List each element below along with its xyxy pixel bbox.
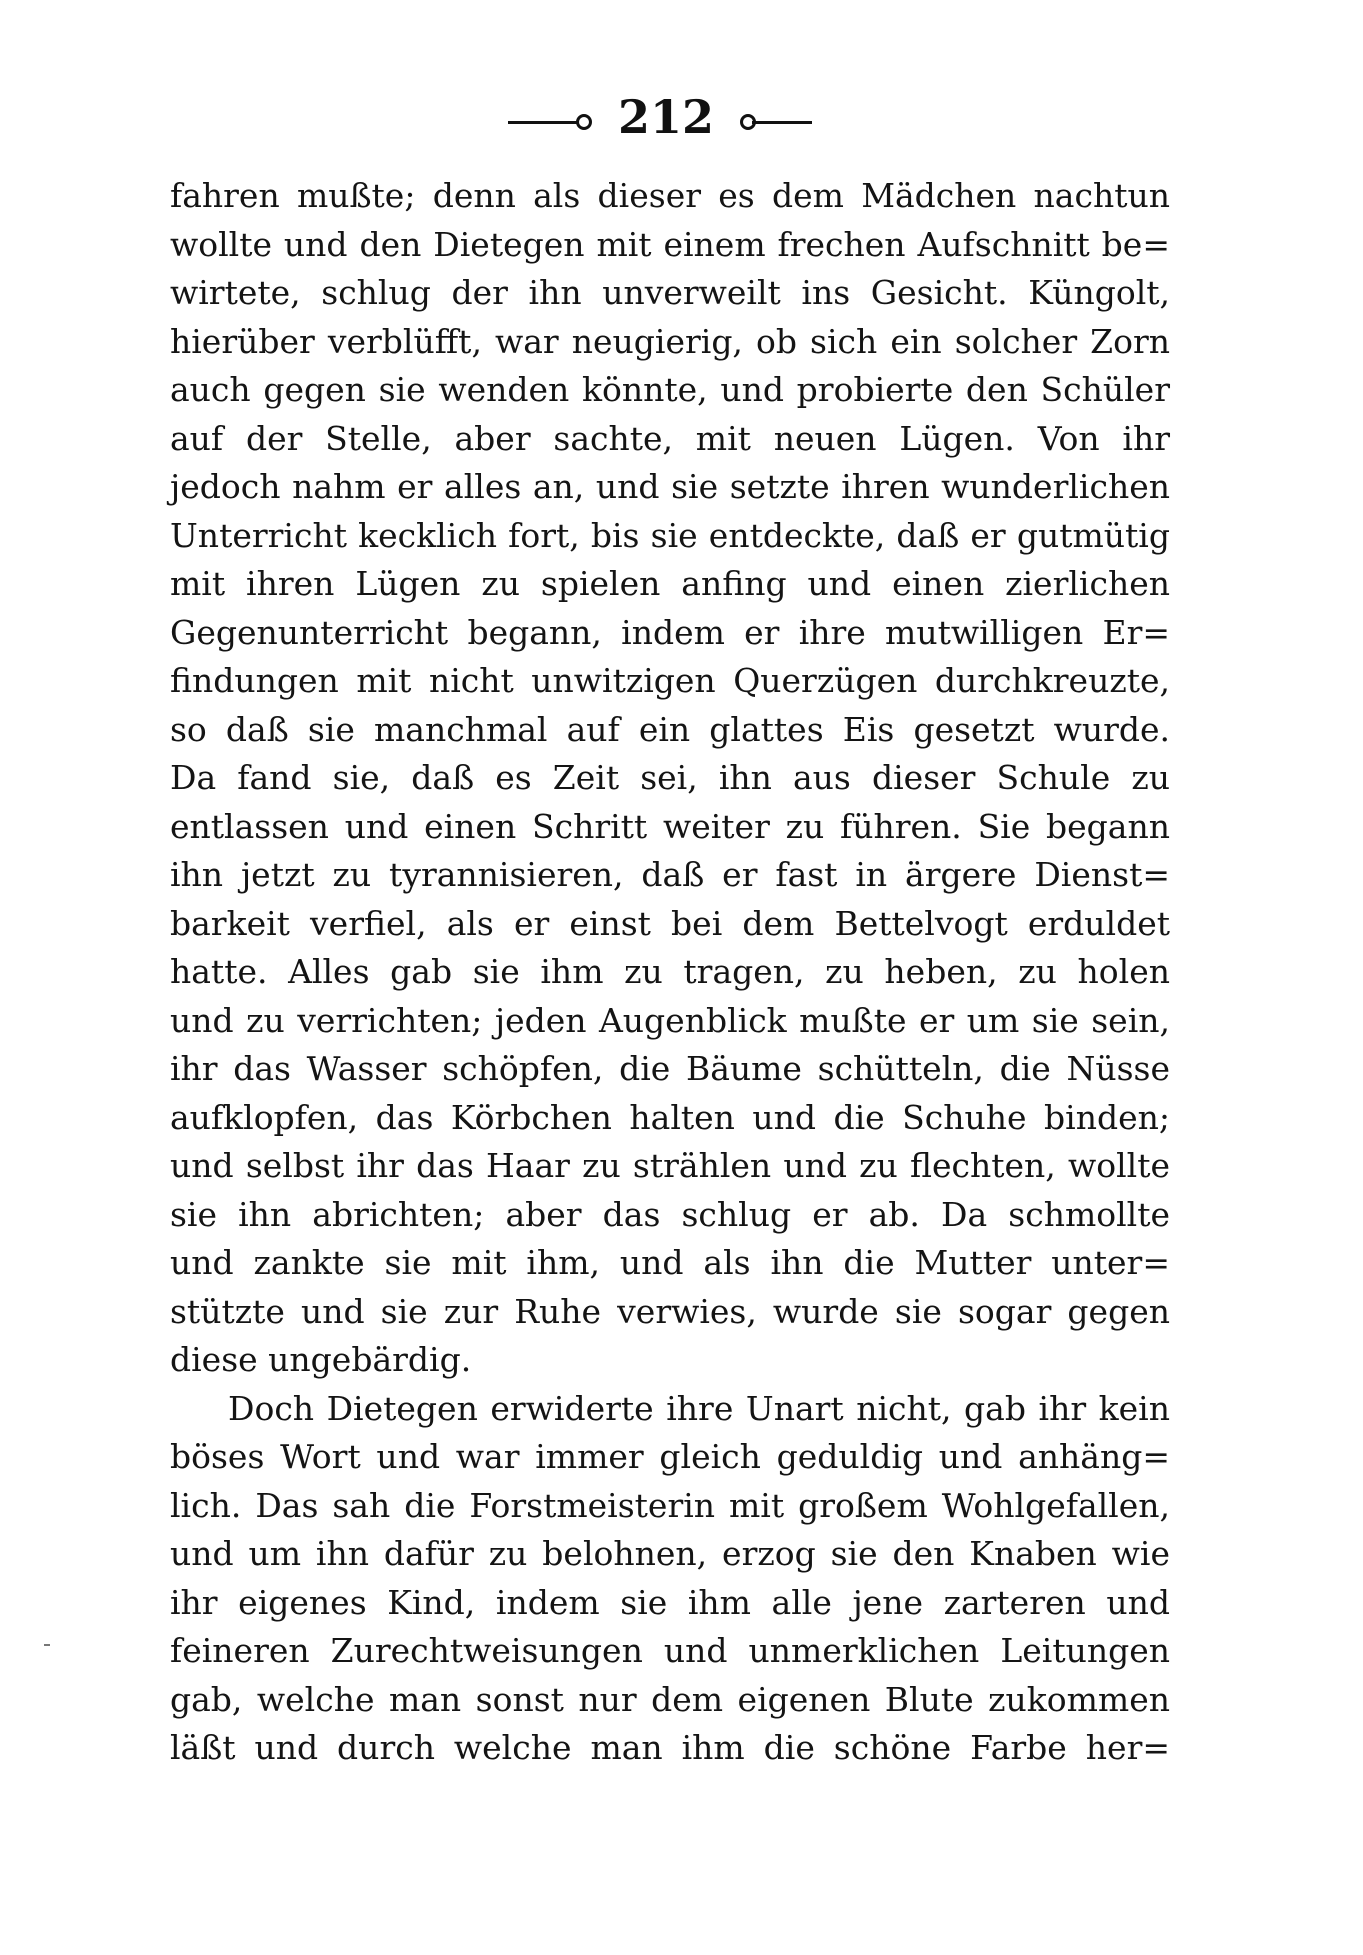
text-line: mit ihren Lügen zu spielen anfing und einen zierlichen [170,564,1170,603]
text-line: Unterricht kecklich fort, bis sie entdeckte, daß er gutmütig [170,515,1170,555]
paragraph-end-line: diese ungebärdig. [170,1340,472,1379]
ornament-rule-left [508,121,578,124]
text-line: wollte und den Dietegen mit einem frechen Aufschnitt be= [170,224,1170,264]
text-line: Da fand sie, daß es Zeit sei, ihn aus dieser Schule zu [170,758,1170,797]
text-line: und um ihn dafür zu belohnen, erzog sie den Knaben wie [170,1534,1170,1573]
text-line: stützte und sie zur Ruhe verwies, wurde sie sogar gegen [170,1291,1170,1331]
text-line: wirtete, schlug der ihn unverweilt ins Gesicht. Küngolt, [170,273,1170,312]
page-number: 212 [618,90,715,144]
text-line: entlassen und einen Schritt weiter zu führen. Sie begann [170,806,1170,846]
ornament-circle-left-icon [576,114,592,130]
text-line: auf der Stelle, aber sachte, mit neuen Lügen. Von ihr [170,418,1170,458]
text-line: ihr das Wasser schöpfen, die Bäume schütteln, die Nüsse [170,1049,1170,1088]
text-line: und selbst ihr das Haar zu strählen und zu flechten, wollte [170,1146,1170,1185]
text-line: aufklopfen, das Körbchen halten und die Schuhe binden; [170,1097,1170,1137]
text-line: findungen mit nicht unwitzigen Querzügen durchkreuzte, [170,661,1170,700]
text-line: feineren Zurechtweisungen und unmerklichen Leitungen [170,1631,1170,1670]
text-line: hierüber verblüfft, war neugierig, ob sich ein solcher Zorn [170,321,1170,361]
ornament-rule-right [752,121,812,124]
body-text [170,172,1170,1773]
text-line: sie ihn abrichten; aber das schlug er ab. Da schmollte [170,1194,1170,1234]
paragraph-start-line: Doch Dietegen erwiderte ihre Unart nicht, gab ihr kein [228,1388,1170,1428]
text-line: böses Wort und war immer gleich geduldig und anhäng= [170,1437,1170,1476]
text-line: fahren mußte; denn als dieser es dem Mädchen nachtun [170,176,1170,215]
text-line: läßt und durch welche man ihm die schöne Farbe her= [170,1728,1170,1767]
text-line: und zankte sie mit ihm, und als ihn die Mutter unter= [170,1243,1170,1282]
text-line: ihr eigenes Kind, indem sie ihm alle jene zarteren und [170,1582,1170,1622]
margin-speck [44,1644,50,1646]
text-line: gab, welche man sonst nur dem eigenen Blute zukommen [170,1679,1170,1719]
text-line: ihn jetzt zu tyrannisieren, daß er fast in ärgere Dienst= [170,855,1170,894]
text-line: so daß sie manchmal auf ein glattes Eis gesetzt wurde. [170,709,1170,749]
text-line: Gegenunterricht begann, indem er ihre mutwilligen Er= [170,612,1170,652]
text-line: barkeit verfiel, als er einst bei dem Bettelvogt erduldet [170,903,1170,943]
text-line: und zu verrichten; jeden Augenblick mußte er um sie sein, [170,1000,1170,1040]
text-line: hatte. Alles gab sie ihm zu tragen, zu heben, zu holen [170,952,1170,991]
text-line: lich. Das sah die Forstmeisterin mit großem Wohlgefallen, [170,1485,1170,1525]
page-header [0,92,1363,142]
text-line: auch gegen sie wenden könnte, und probierte den Schüler [170,370,1170,409]
text-line: jedoch nahm er alles an, und sie setzte ihren wunderlichen [170,467,1170,506]
